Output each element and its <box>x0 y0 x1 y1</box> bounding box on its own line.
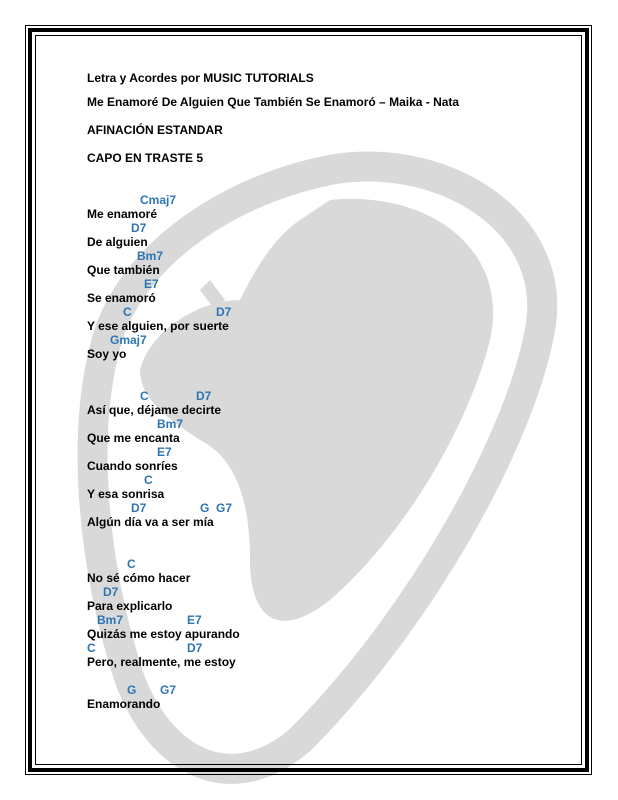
lyric-line: Enamorando <box>87 697 161 711</box>
lyric-line: Quizás me estoy apurando <box>87 627 240 641</box>
credit-line: Letra y Acordes por MUSIC TUTORIALS <box>87 71 314 85</box>
lyric-line: Así que, déjame decirte <box>87 403 222 417</box>
lyric-line: Algún día va a ser mía <box>87 515 214 529</box>
lyric-line: Y esa sonrisa <box>87 487 165 501</box>
chord: G7 <box>216 501 233 515</box>
lyric-line: Pero, realmente, me estoy <box>87 655 236 669</box>
chord: E7 <box>187 613 202 627</box>
lyric-line: Que también <box>87 263 160 277</box>
chord: D7 <box>196 389 212 403</box>
chord: C <box>87 641 96 655</box>
chord: Bm7 <box>97 613 124 627</box>
lyric-line: No sé cómo hacer <box>87 571 191 585</box>
chord: Bm7 <box>157 417 184 431</box>
chord: C <box>123 305 132 319</box>
lyric-line: Y ese alguien, por suerte <box>87 319 229 333</box>
chord: D7 <box>187 641 203 655</box>
lyric-line: Que me encanta <box>87 431 180 445</box>
chord: D7 <box>131 501 147 515</box>
chord: G7 <box>160 683 177 697</box>
chord: Cmaj7 <box>140 193 177 207</box>
lyric-line: Soy yo <box>87 347 127 361</box>
lyric-line: Me enamoré <box>87 207 158 221</box>
lyric-line: De alguien <box>87 235 148 249</box>
lyric-line: Cuando sonríes <box>87 459 178 473</box>
chord: C <box>144 473 153 487</box>
chord: G <box>127 683 137 697</box>
chord: C <box>140 389 149 403</box>
chord: E7 <box>157 445 172 459</box>
chord: Bm7 <box>137 249 164 263</box>
chord: G <box>200 501 210 515</box>
lyric-line: Se enamoró <box>87 291 156 305</box>
lyric-line: Para explicarlo <box>87 599 173 613</box>
capo: CAPO EN TRASTE 5 <box>87 151 204 165</box>
chord: Gmaj7 <box>110 333 147 347</box>
tuning: AFINACIÓN ESTANDAR <box>87 123 223 137</box>
chord: E7 <box>144 277 159 291</box>
chord: D7 <box>216 305 232 319</box>
chord: D7 <box>131 221 147 235</box>
chord: C <box>127 557 136 571</box>
song-title: Me Enamoré De Alguien Que También Se Enamoró – Maika - Nata <box>87 95 460 109</box>
chord: D7 <box>103 585 119 599</box>
